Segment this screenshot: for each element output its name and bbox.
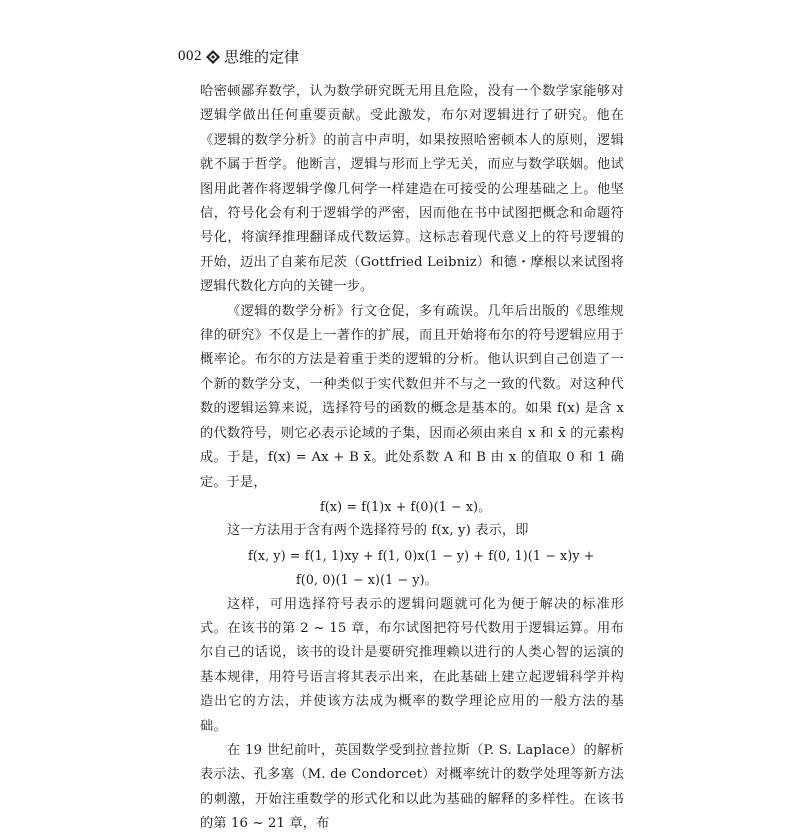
paragraph: 在 19 世纪前叶，英国数学受到拉普拉斯（P. S. Laplace）的解析表示法、孔多塞（M. de Condorcet）对概率统计的数学处理等新方法的刺激，开始注重数学的形式化和以此为基础的解释的多样性。在该书的第 16 ~ 21 章，布 <box>200 742 624 832</box>
paragraph: 《逻辑的数学分析》行文仓促，多有疏误。几年后出版的《思维规律的研究》不仅是上一著作的扩展，而且开始将布尔的符号逻辑应用于概率论。布尔的方法是着重于类的逻辑的分析。他认识到自己创造了一个新的数学分支，一种类似于实代数但并不与之一致的代数。对这种代数的逻辑运算来说，选择符号的函数的概念是基本的。如果 f(x) 是含 x 的代数符号，则它必表示论域的子集，因而必须由来自 x 和 x̄ 的元素构成。于是，f(x) = Ax + B x̄。此处系数 A 和 B 由 x 的值取 0 和 1 确定。于是， <box>200 303 624 490</box>
formula: f(x, y) = f(1, 1)xy + f(1, 0)x(1 − y) + f(0, 1)(1 − x)y + <box>248 547 595 563</box>
page-number: 002 <box>178 48 202 64</box>
paragraph: 这样，可用选择符号表示的逻辑问题就可化为便于解决的标准形式。在该书的第 2 ~ 15 章，布尔试图把符号代数用于逻辑运算。用布尔自己的话说，该书的设计是要研究推理赖以进行的人类心智的运演的基本规律，用符号语言将其表示出来，在此基础上建立起逻辑科学并构造出它的方法，并使该方法成为概率的数学理论应用的一般方法的基础。 <box>200 596 624 734</box>
formula: f(0, 0)(1 − x)(1 − y)。 <box>296 572 438 588</box>
running-title: 思维的定律 <box>224 48 300 66</box>
body-text <box>200 80 624 837</box>
formula: f(x) = f(1)x + f(0)(1 − x)。 <box>320 498 491 514</box>
paragraph: 这一方法用于含有两个选择符号的 f(x, y) 表示，即 <box>227 523 529 539</box>
paragraph: 哈密顿鄙弃数学，认为数学研究既无用且危险，没有一个数学家能够对逻辑学做出任何重要贡献。受此激发，布尔对逻辑进行了研究。他在《逻辑的数学分析》的前言中声明，如果按照哈密顿本人的原则，逻辑就不属于哲学。他断言，逻辑与形而上学无关，而应与数学联姻。他试图用此著作将逻辑学像几何学一样建造在可接受的公理基础之上。他坚信，符号化会有利于逻辑学的严密，因而他在书中试图把概念和命题符号化，将演绎推理翻译成代数运算。这标志着现代意义上的符号逻辑的开始，迈出了自莱布尼茨（Gottfried Leibniz）和德・摩根以来试图将逻辑代数化方向的关键一步。 <box>200 84 624 295</box>
diamond-ornament-icon <box>206 50 220 64</box>
running-header <box>178 46 299 67</box>
